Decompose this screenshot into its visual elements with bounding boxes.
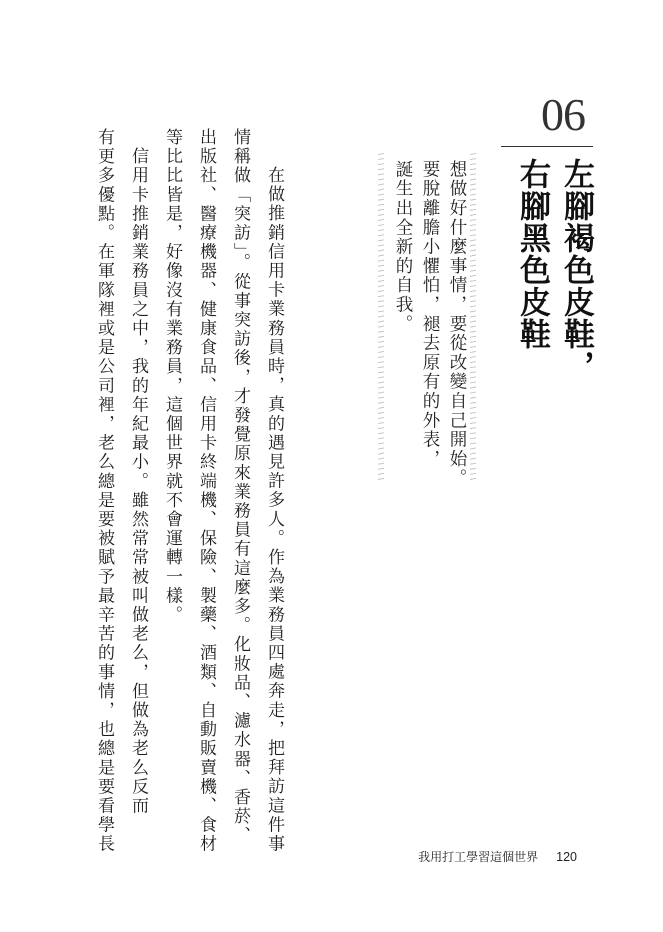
chapter-number: 06 (541, 89, 585, 140)
chapter-number-underline (501, 146, 593, 147)
body-column-3: 出版社、醫療機器、健康食品、信用卡終端機、保險、製藥、酒類、自動販賣機、食材 (196, 128, 216, 854)
running-footer-book-title: 我用打工學習這個世界 (418, 850, 539, 864)
body-column-6: 有更多優點。在軍隊裡或是公司裡，老么總是要被賦予最辛苦的事情，也總是要看學長 (94, 128, 114, 854)
page-number: 120 (556, 850, 577, 864)
page-footer (418, 848, 577, 865)
body-column-4: 等比比皆是，好像沒有業務員，這個世界就不會運轉一樣。 (162, 128, 182, 625)
body-column-5: 信用卡推銷業務員之中，我的年紀最小。雖然常常被叫做老么，但做為老么反而 (128, 128, 148, 816)
chapter-title-line-1: 左腳褐色皮鞋， (558, 158, 594, 382)
subtitle-line-2: 要脫離膽小懼怕，褪去原有的外表， (420, 160, 440, 469)
body-column-1: 在做推銷信用卡業務員時，真的遇見許多人。作為業務員四處奔走，把拜訪這件事 (264, 166, 284, 854)
subtitle-line-3: 誕生出全新的自我。 (393, 160, 413, 334)
subtitle-wavy-rule-left (378, 152, 384, 480)
subtitle-line-1: 想做好什麼事情，要從改變自己開始。 (447, 160, 467, 489)
subtitle-wavy-rule (470, 152, 476, 480)
body-column-2: 情稱做「突訪」。從事突訪後，才發覺原來業務員有這麼多。化妝品、濾水器、香菸、 (230, 128, 250, 846)
chapter-title-line-2: 右腳黑色皮鞋 (514, 158, 550, 350)
